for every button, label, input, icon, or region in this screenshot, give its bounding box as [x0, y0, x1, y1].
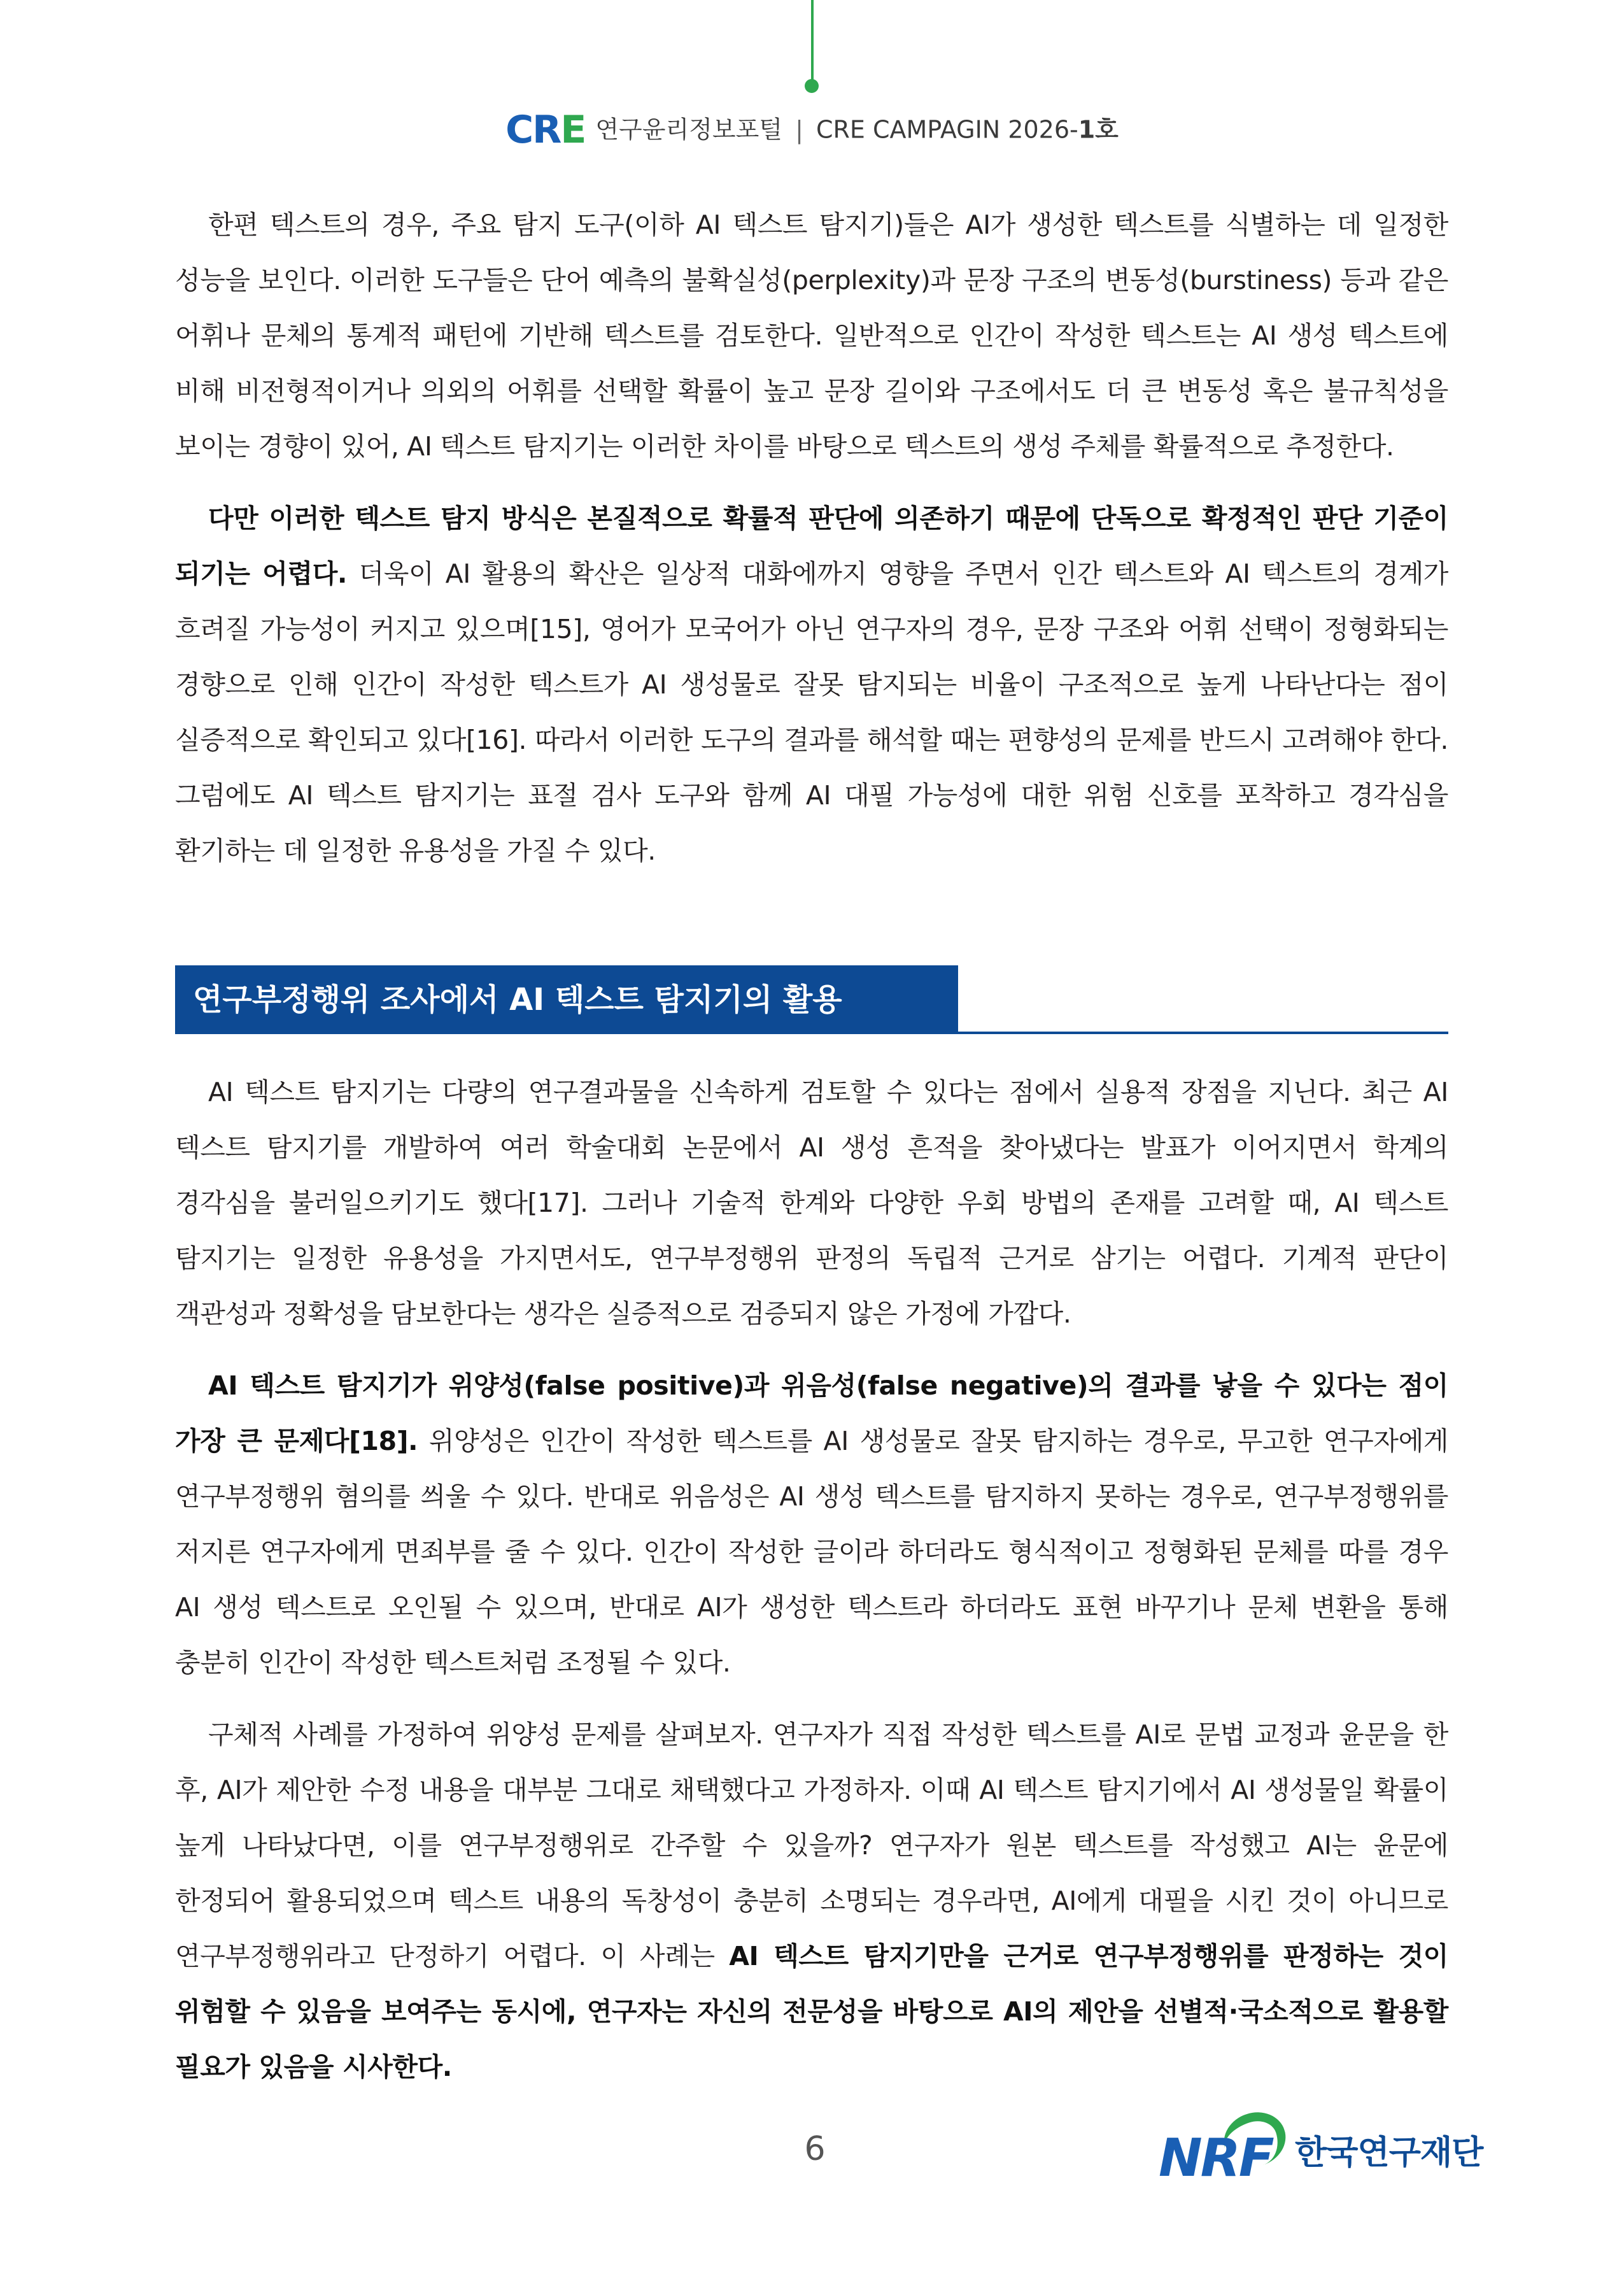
- paragraph-case-example: 구체적 사례를 가정하여 위양성 문제를 살펴보자. 연구자가 직접 작성한 텍스트를 AI로 문법 교정과 윤문을 한 후, AI가 제안한 수정 내용을 대부분 그대로 채택했다고 가정하자. 이때 AI 텍스트 탐지기에서 AI 생성물일 확률이 높게 나타났다면, 이를 연구부정행위로 간주할 수 있을까? 연구자가 원본 텍스트를 작성했고 AI는 윤문에 한정되어 활용되었으며 텍스트 내용의 독창성이 충분히 소명되는 경우라면, AI에게 대필을 시킨 것이 아니므로 연구부정행위라고 단정하기 어렵다. 이 사례는 AI 텍스트 탐지기만을 근거로 연구부정행위를 판정하는 것이 위험할 수 있음을 보여주는 동시에, 연구자는 자신의 전문성을 바탕으로 AI의 제안을 선별적·국소적으로 활용할 필요가 있음을 시사한다.: [175, 1719, 1448, 2082]
- page-content: [175, 197, 1448, 2095]
- nrf-letters: NRF: [1159, 2128, 1273, 2189]
- paragraph-limitations-emphasis: 다만 이러한 텍스트 탐지 방식은 본질적으로 확률적 판단에 의존하기 때문에 단독으로 확정적인 판단 기준이 되기는 어렵다.: [175, 503, 1448, 589]
- running-header: [0, 106, 1624, 152]
- page-number: 6: [804, 2130, 826, 2168]
- header-portal: 연구윤리정보포털: [595, 115, 782, 144]
- section-title: 연구부정행위 조사에서 AI 텍스트 탐지기의 활용: [193, 982, 842, 1018]
- paragraph-false-results: AI 텍스트 탐지기가 위양성(false positive)과 위음성(false negative)의 결과를 낳을 수 있다는 점이 가장 큰 문제다[18]. 위양성은 인간이 작성한 텍스트를 AI 생성물로 잘못 탐지하는 경우로, 무고한 연구자에게 연구부정행위 혐의를 씌울 수 있다. 반대로 위음성은 AI 생성 텍스트를 탐지하지 못하는 경우로, 연구부정행위를 저지른 연구자에게 면죄부를 줄 수 있다. 인간이 작성한 글이라 하더라도 형식적이고 정형화된 문체를 따를 경우 AI 생성 텍스트로 오인될 수 있으며, 반대로 AI가 생성한 텍스트라 하더라도 표현 바꾸기나 문체 변환을 통해 충분히 인간이 작성한 텍스트처럼 조정될 수 있다.: [175, 1370, 1449, 1678]
- paragraph-case-example-emphasis: AI 텍스트 탐지기만을 근거로 연구부정행위를 판정하는 것이 위험할 수 있음을 보여주는 동시에, 연구자는 자신의 전문성을 바탕으로 AI의 제안을 선별적·국소적으로 활용할 필요가 있음을 시사한다.: [175, 1941, 1448, 2082]
- paragraph-limitations: 다만 이러한 텍스트 탐지 방식은 본질적으로 확률적 판단에 의존하기 때문에 단독으로 확정적인 판단 기준이 되기는 어렵다. 더욱이 AI 활용의 확산은 일상적 대화에까지 영향을 주면서 인간 텍스트와 AI 텍스트의 경계가 흐려질 가능성이 커지고 있으며[15], 영어가 모국어가 아닌 연구자의 경우, 문장 구조와 어휘 선택이 정형화되는 경향으로 인해 인간이 작성한 텍스트가 AI 생성물로 잘못 탐지되는 비율이 구조적으로 높게 나타난다는 점이 실증적으로 확인되고 있다[16]. 따라서 이러한 도구의 결과를 해석할 때는 편향성의 문제를 반드시 고려해야 한다. 그럼에도 AI 텍스트 탐지기는 표절 검사 도구와 함께 AI 대필 가능성에 대한 위험 신호를 포착하고 경각심을 환기하는 데 일정한 유용성을 가질 수 있다.: [175, 503, 1448, 866]
- nrf-logo: [1159, 2108, 1483, 2190]
- nrf-org-name: 한국연구재단: [1295, 2133, 1483, 2172]
- header-campaign: CRE CAMPAGIN 2026-: [816, 115, 1078, 144]
- top-accent-dot: [805, 79, 819, 93]
- paragraph-false-results-emphasis: AI 텍스트 탐지기가 위양성(false positive)과 위음성(false negative)의 결과를 낳을 수 있다는 점이 가장 큰 문제다[18].: [175, 1370, 1448, 1456]
- paragraph-practical-advantages: AI 텍스트 탐지기는 다량의 연구결과물을 신속하게 검토할 수 있다는 점에서 실용적 장점을 지닌다. 최근 AI 텍스트 탐지기를 개발하여 여러 학술대회 논문에서 AI 생성 흔적을 찾아냈다는 발표가 이어지면서 학계의 경각심을 불러일으키기도 했다[17]. 그러나 기술적 한계와 다양한 우회 방법의 존재를 고려할 때, AI 텍스트 탐지기는 일정한 유용성을 가지면서도, 연구부정행위 판정의 독립적 근거로 삼기는 어렵다. 기계적 판단이 객관성과 정확성을 담보한다는 생각은 실증적으로 검증되지 않은 가정에 가깝다.: [175, 1077, 1448, 1329]
- top-accent-line: [811, 0, 814, 84]
- section-heading-rule: [175, 1032, 1448, 1034]
- cre-logo: CRE: [505, 107, 586, 152]
- header-issue: 1호: [1078, 115, 1119, 144]
- nrf-logo-mark: [1159, 2108, 1283, 2190]
- paragraph-text-detectors: 한편 텍스트의 경우, 주요 탐지 도구(이하 AI 텍스트 탐지기)들은 AI가 생성한 텍스트를 식별하는 데 일정한 성능을 보인다. 이러한 도구들은 단어 예측의 불확실성(perplexity)과 문장 구조의 변동성(burstiness) 등과 같은 어휘나 문체의 통계적 패턴에 기반해 텍스트를 검토한다. 일반적으로 인간이 작성한 텍스트는 AI 생성 텍스트에 비해 비전형적이거나 의외의 어휘를 선택할 확률이 높고 문장 길이와 구조에서도 더 큰 변동성 혹은 불규칙성을 보이는 경향이 있어, AI 텍스트 탐지기는 이러한 차이를 바탕으로 텍스트의 생성 주체를 확률적으로 추정한다.: [175, 209, 1448, 462]
- section-heading: [175, 965, 1448, 1034]
- header-separator: |: [795, 115, 803, 144]
